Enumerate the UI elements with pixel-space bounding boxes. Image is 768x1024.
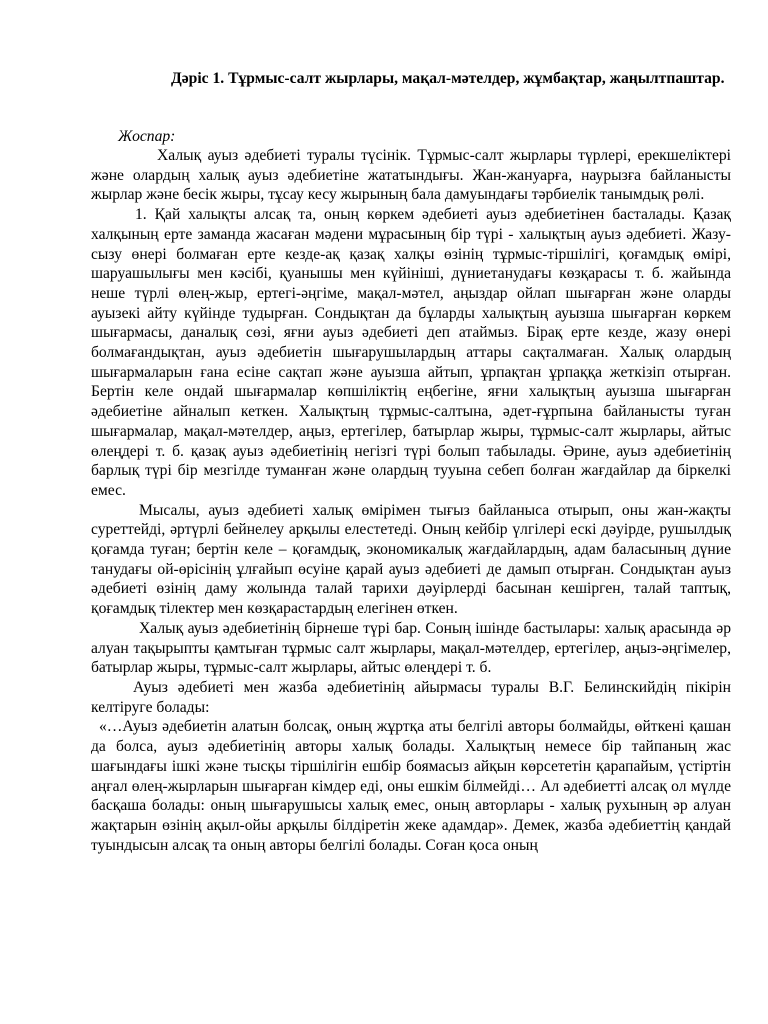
document-body [91, 146, 731, 855]
lecture-title: Дәріс 1. Тұрмыс-салт жырлары, мақал-мәтелдер, жұмбақтар, жаңылтпаштар. [171, 70, 725, 87]
paragraph-oral-literature-origin: 1. Қай халықты алсақ та, оның көркем әдебиеті ауыз әдебиетінен басталады. Қазақ халқының ерте заманда жасаған мәдени мұрасының бір түрі - халықтың ауыз әдебиеті. Жазу-сызу өнері болмаған ерте кезде-ақ қазақ халқы өзінің тұрмыс-тіршілігі, қоғамдық өмірі, шаруашылығы мен кәсібі, қуанышы мен күйініші, дүниетанудағы көзқарасы т. б. жайында неше түрлі өлең-жыр, ертегі-әңгіме, мақал-мәтел, аңыздар ойлап шығарған және оларды ауызекі айту күйінде тудырған. Сондықтан да бұларды халықтың ауызша шығарған көркем шығармасы, даналық сөзі, яғни ауыз әдебиеті деп атаймыз. Бірақ ерте кезде, жазу өнері болмағандықтан, ауыз әдебиетін шығарушылардың аттары сақталмаған. Халық олардың шығармаларын ғана есіне сақтап және ауызша айтып, ұрпақтан ұрпаққа жеткізіп отырған. Бертін келе ондай шығармалар көпшіліктің еңбегіне, яғни халықтың ауызша шығарған әдебиетіне айналып кеткен. Халықтың тұрмыс-салтына, әдет-ғұрпына байланысты туған шығармалар, мақал-мәтелдер, аңыз, ертегілер, батырлар жыры, тұрмыс-салт жырлары, айтыс өлеңдері т. б. қазақ ауыз әдебиетінің негізгі түрі болып табылады. Әрине, ауыз әдебиетінің барлық түрі бір мезгілде туманған және олардың тууына себеп болған жағдайлар да біркелкі емес. [91, 206, 731, 499]
paragraph-oral-literature-types: Халық ауыз әдебиетінің бірнеше түрі бар. Соның ішінде бастылары: халық арасында әр алуан тақырыпты қамтыған тұрмыс салт жырлары, мақал-мәтелдер, ертегілер, аңыз-әңгімелер, батырлар жыры, тұрмыс-салт жырлары, айтыс өлеңдері т. б. [91, 619, 731, 677]
plan-label: Жоспар: [118, 128, 176, 145]
paragraph-plan-summary: Халық ауыз әдебиеті туралы түсінік. Тұрмыс-салт жырлары түрлері, ерекшеліктері және олардың халық ауыз әдебиетіне жататындығы. Жан-жануарға, наурызға байланысты жырлар және бесік жыры, тұсау кесу жырының бала дамуындағы тәрбиелік танымдық рөлі. [91, 147, 731, 204]
paragraph-oral-literature-development: Мысалы, ауыз әдебиеті халық өмірімен тығыз байланыса отырып, оны жан-жақты суреттейді, әртүрлі бейнелеу арқылы елестетеді. Оның кейбір үлгілері ескі дәуірде, рушылдық қоғамда туған; бертін келе – қоғамдық, экономикалық жағдайлардың, адам баласының дүние танудағы ой-өрісінің ұлғайып өсуіне қарай ауыз әдебиеті де дамып отырған. Сондықтан ауыз әдебиеті өзінің даму жолында талай тарихи дәуірлерді басынан кешірген, талай таптық, қоғамдық тілектер мен көзқарастардың елегінен өткен. [91, 501, 731, 618]
paragraph-belinsky-intro: Ауыз әдебиеті мен жазба әдебиетінің айырмасы туралы В.Г. Белинскийдің пікірін келтіруге болады: [91, 678, 731, 716]
paragraph-belinsky-quote: «…Ауыз әдебиетін алатын болсақ, оның жұртқа аты белгілі авторы болмайды, өйткені қашан да болса, ауыз әдебиетінің авторы халық болады. Халықтың немесе бір тайпаның жас шағындағы ішкі және тысқы тіршілігін ешбір боямасыз айқын көрсететін қарапайым, үстіртін аңғал өлең-жырларын шығарған кімдер еді, оны ешкім білмейді… Ал әдебиетті алсақ ол мүлде басқаша болады: оның шығарушысы халық емес, оның авторлары - халық рухының әр алуан жақтарын өзінің ақыл-ойы арқылы білдіретін жеке адамдар». Демек, жазба әдебиеттің қандай туындысын алсақ та оның авторы белгілі болады. Соған қоса оның [91, 718, 731, 854]
